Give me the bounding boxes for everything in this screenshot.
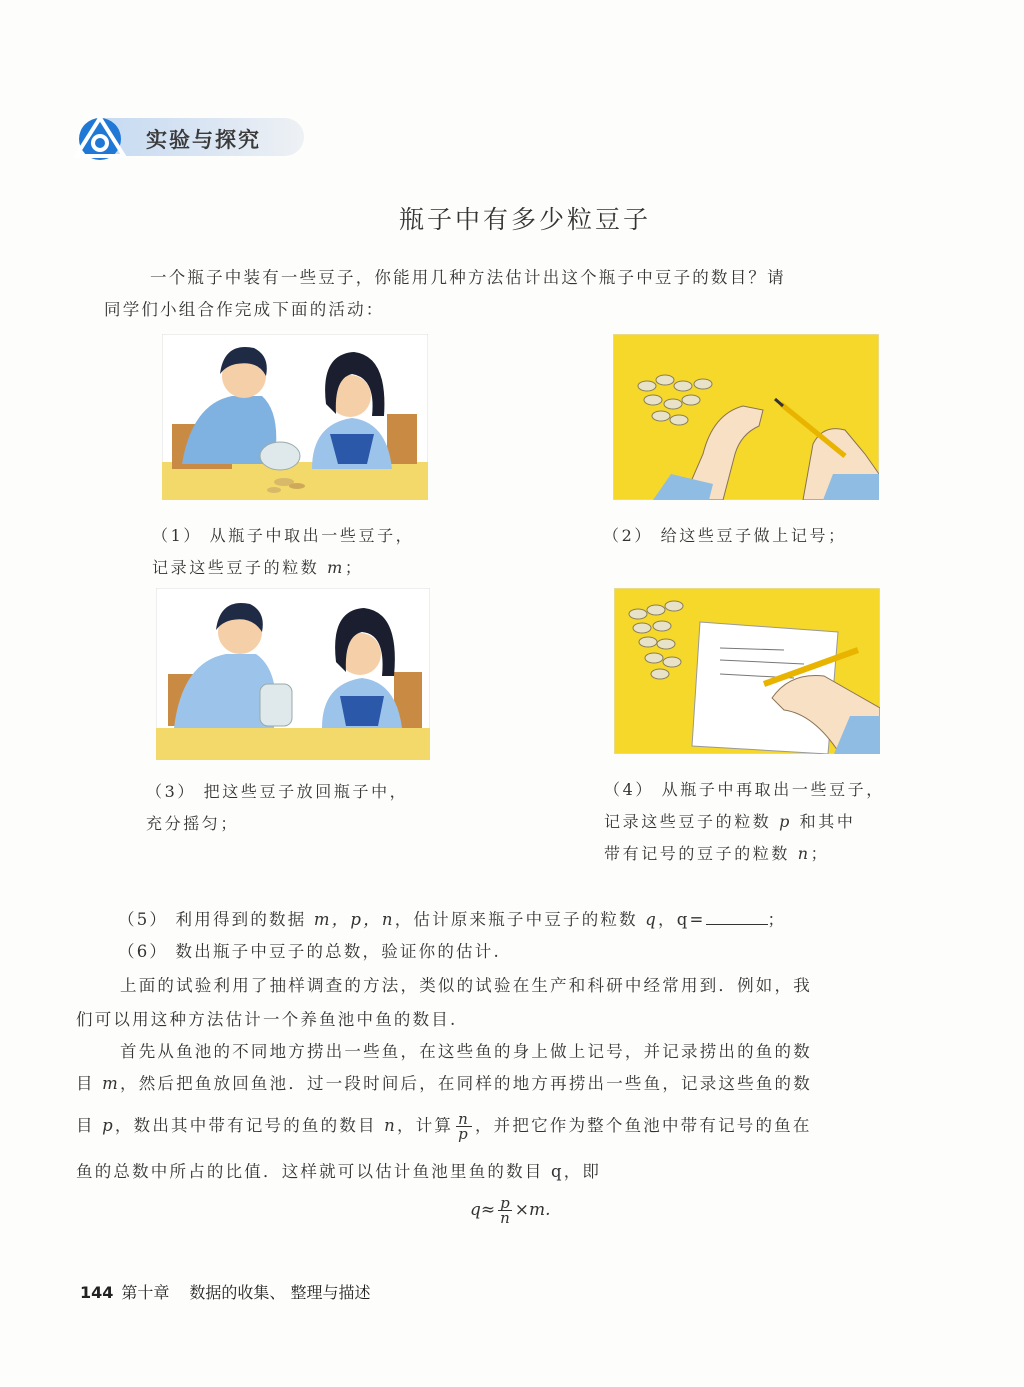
p2-line3-pre: 目: [76, 1116, 103, 1135]
p2-line3-mid: ，数出其中带有记号的鱼的数目: [114, 1116, 385, 1135]
caption-4-line-2: 记录这些豆子的粒数: [604, 812, 780, 831]
step-5: [118, 904, 786, 936]
figure-2-marking-beans: [613, 334, 879, 500]
step-6: （6） 数出瓶子中豆子的总数，验证你的估计.: [118, 942, 501, 961]
variable-m: m: [102, 1074, 121, 1093]
step-5-variables: m，p，n: [313, 910, 395, 929]
formula-rhs: ×m.: [514, 1200, 551, 1220]
p2-line2-pre: 目: [76, 1074, 103, 1093]
banner-label: 实验与探究: [146, 128, 261, 152]
section-banner: [72, 112, 304, 162]
triangle-circle-logo-icon: [72, 112, 128, 162]
caption-4-line-1: （4） 从瓶子中再取出一些豆子，: [604, 780, 885, 799]
variable-m: m: [327, 558, 345, 577]
p2-line2-post: ，然后把鱼放回鱼池．过一段时间后，在同样的地方再捞出一些鱼，记录这些鱼的数: [120, 1074, 812, 1093]
paragraph-1-line-1: 上面的试验利用了抽样调查的方法，类似的试验在生产和科研中经常用到．例如，我: [120, 976, 812, 995]
figure-4-recording-counts: [614, 588, 880, 754]
caption-3-line-2: 充分摇匀；: [146, 814, 240, 833]
caption-1: [152, 520, 414, 584]
step-5-end: ；: [767, 910, 787, 929]
figure-3-returning-beans: [156, 588, 430, 760]
fraction-denominator: p: [458, 1125, 470, 1143]
figure-1-children-taking-beans: [162, 334, 428, 500]
chapter-title: 数据的收集、 整理与描述: [189, 1283, 371, 1302]
paragraph-2-line-2: [76, 1068, 812, 1100]
paragraph-2-line-4: 鱼的总数中所占的比值．这样就可以估计鱼池里鱼的数目 q，即: [76, 1162, 602, 1181]
paragraph-2-line-3: [76, 1110, 812, 1142]
formula-lhs: q≈: [470, 1200, 496, 1220]
answer-blank[interactable]: [706, 910, 768, 925]
paragraph-1-line-2: 们可以用这种方法估计一个养鱼池中鱼的数目.: [76, 1010, 458, 1029]
fraction-p-over-n: [498, 1196, 512, 1225]
page-footer: [80, 1280, 371, 1303]
chapter-label: 第十章: [121, 1283, 170, 1302]
caption-4-line-3-end: ；: [810, 844, 830, 863]
caption-3: [146, 776, 408, 840]
formula-denominator: n: [500, 1209, 510, 1227]
caption-2: （2） 给这些豆子做上记号；: [603, 526, 847, 545]
caption-1-line-1: （1） 从瓶子中取出一些豆子，: [152, 526, 415, 545]
step-5-mid: ，估计原来瓶子中豆子的粒数: [394, 910, 646, 929]
intro-line-1: 一个瓶子中装有一些豆子，你能用几种方法估计出这个瓶子中豆子的数目？请: [150, 268, 786, 287]
intro-line-2: 同学们小组合作完成下面的活动：: [104, 300, 385, 319]
p2-line3-calc: ，计算: [397, 1116, 454, 1135]
fraction-numerator: n: [458, 1110, 470, 1128]
variable-p: p: [779, 812, 792, 831]
estimate-formula: [470, 1196, 551, 1225]
page-number: 144: [80, 1283, 114, 1302]
formula-numerator: p: [500, 1194, 510, 1212]
variable-n: n: [797, 844, 811, 863]
caption-4: [604, 774, 885, 870]
page-title: 瓶子中有多少粒豆子: [398, 205, 651, 234]
p2-line3-post: ，并把它作为整个鱼池中带有记号的鱼在: [474, 1116, 812, 1135]
fraction-n-over-p: [456, 1112, 472, 1141]
step-5-text: （5） 利用得到的数据: [118, 910, 314, 929]
variable-n: n: [384, 1116, 397, 1135]
variable-p: p: [102, 1116, 115, 1135]
caption-1-line-2: 记录这些豆子的粒数: [152, 558, 328, 577]
variable-q: q: [645, 910, 659, 929]
caption-3-line-1: （3） 把这些豆子放回瓶子中，: [146, 782, 409, 801]
caption-4-line-2-end: 和其中: [791, 812, 856, 831]
step-5-equation: ，q=: [658, 910, 706, 929]
caption-4-line-3: 带有记号的豆子的粒数: [604, 844, 798, 863]
paragraph-2-line-1: 首先从鱼池的不同地方捞出一些鱼，在这些鱼的身上做上记号，并记录捞出的鱼的数: [120, 1042, 812, 1061]
caption-1-end: ；: [344, 558, 364, 577]
